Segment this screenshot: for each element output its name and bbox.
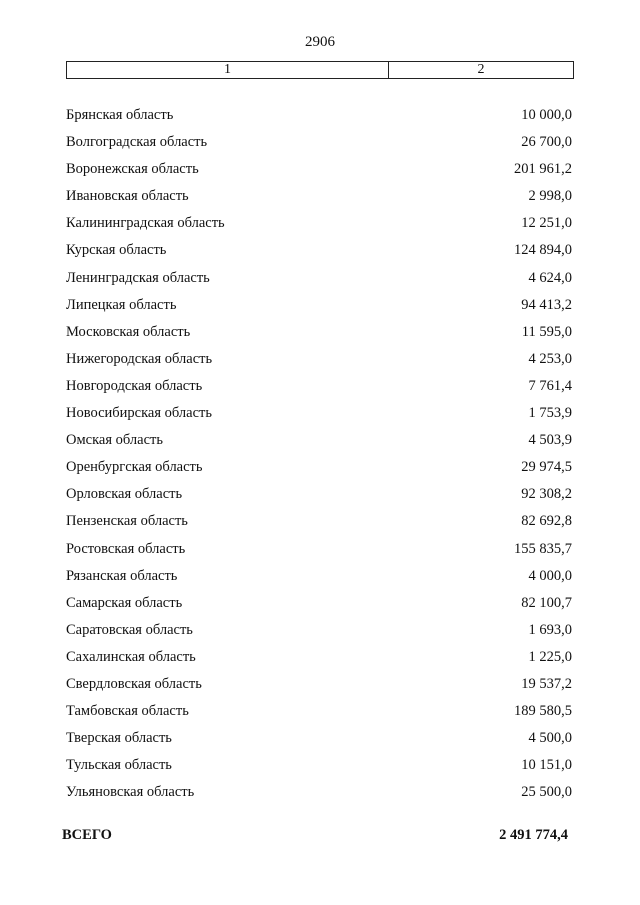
region-value: 2 998,0: [528, 188, 572, 205]
region-name: Волгоградская область: [66, 134, 208, 151]
region-value: 4 624,0: [528, 269, 572, 286]
region-value: 92 308,2: [521, 486, 572, 503]
region-name: Нижегородская область: [66, 350, 213, 367]
region-name: Тамбовская область: [66, 703, 189, 720]
table-row: [66, 458, 572, 485]
table-row: [66, 269, 572, 296]
region-name: Ивановская область: [66, 188, 189, 205]
table-row: [66, 783, 572, 810]
page-number: 2906: [305, 34, 335, 50]
table-row: [66, 133, 572, 160]
table-row: [66, 702, 572, 729]
total-value: 2 491 774,4: [499, 827, 568, 843]
region-name: Новгородская область: [66, 377, 203, 394]
table-row: [66, 296, 572, 323]
table-row: [66, 540, 572, 567]
total-row: [62, 827, 568, 844]
region-list: [66, 106, 572, 810]
column-header-2: 2: [477, 62, 485, 77]
region-name: Брянская область: [66, 107, 174, 123]
table-row: [66, 106, 572, 133]
region-value: 12 251,0: [521, 215, 572, 232]
region-value: 4 000,0: [528, 567, 572, 584]
region-value: 155 835,7: [514, 540, 572, 557]
region-value: 201 961,2: [514, 161, 572, 178]
table-row: [66, 512, 572, 539]
region-name: Московская область: [66, 323, 191, 340]
region-name: Липецкая область: [66, 296, 177, 313]
region-value: 82 100,7: [521, 594, 572, 611]
region-value: 29 974,5: [521, 459, 572, 476]
region-name: Пензенская область: [66, 513, 188, 530]
table-row: [66, 756, 572, 783]
region-value: 124 894,0: [514, 242, 572, 259]
region-value: 4 503,9: [528, 432, 572, 449]
table-row: [66, 485, 572, 512]
table-row: [66, 404, 572, 431]
region-name: Орловская область: [66, 486, 183, 503]
region-value: 94 413,2: [521, 296, 572, 313]
table-row: [66, 648, 572, 675]
region-value: 1 693,0: [528, 621, 572, 638]
region-name: Омская область: [66, 432, 163, 449]
region-value: 26 700,0: [521, 134, 572, 151]
region-name: Ульяновская область: [66, 784, 195, 801]
table-row: [66, 241, 572, 268]
region-name: Тверская область: [66, 730, 172, 747]
region-value: 1 225,0: [528, 648, 572, 665]
total-label: ВСЕГО: [62, 827, 112, 843]
table-row: [66, 594, 572, 621]
table-row: [66, 323, 572, 350]
region-value: 189 580,5: [514, 703, 572, 720]
region-name: Саратовская область: [66, 621, 193, 638]
region-value: 4 253,0: [528, 350, 572, 367]
region-value: 1 753,9: [528, 405, 572, 422]
region-name: Оренбургская область: [66, 459, 203, 476]
column-header-1: 1: [67, 62, 389, 78]
region-name: Рязанская область: [66, 567, 178, 584]
region-name: Калининградская область: [66, 215, 225, 232]
region-name: Самарская область: [66, 594, 183, 611]
table-row: [66, 675, 572, 702]
region-value: 25 500,0: [521, 784, 572, 801]
region-name: Тульская область: [66, 757, 172, 774]
region-name: Ленинградская область: [66, 269, 210, 286]
region-name: Воронежская область: [66, 161, 199, 178]
table-row: [66, 377, 572, 404]
table-row: [66, 187, 572, 214]
table-row: [66, 160, 572, 187]
region-name: Ростовская область: [66, 540, 186, 557]
table-row: [66, 350, 572, 377]
region-value: 4 500,0: [528, 730, 572, 747]
region-name: Новосибирская область: [66, 405, 212, 422]
table-row: [66, 621, 572, 648]
column-header-table: [66, 61, 574, 79]
table-row: [66, 431, 572, 458]
table-row: [66, 729, 572, 756]
region-name: Курская область: [66, 242, 167, 259]
region-name: Свердловская область: [66, 675, 202, 692]
region-name: Сахалинская область: [66, 648, 196, 665]
region-value: 82 692,8: [521, 513, 572, 530]
region-value: 10 151,0: [521, 757, 572, 774]
table-row: [66, 214, 572, 241]
region-value: 10 000,0: [521, 107, 572, 123]
region-value: 19 537,2: [521, 675, 572, 692]
region-value: 7 761,4: [528, 377, 572, 394]
region-value: 11 595,0: [521, 323, 572, 340]
table-row: [66, 567, 572, 594]
